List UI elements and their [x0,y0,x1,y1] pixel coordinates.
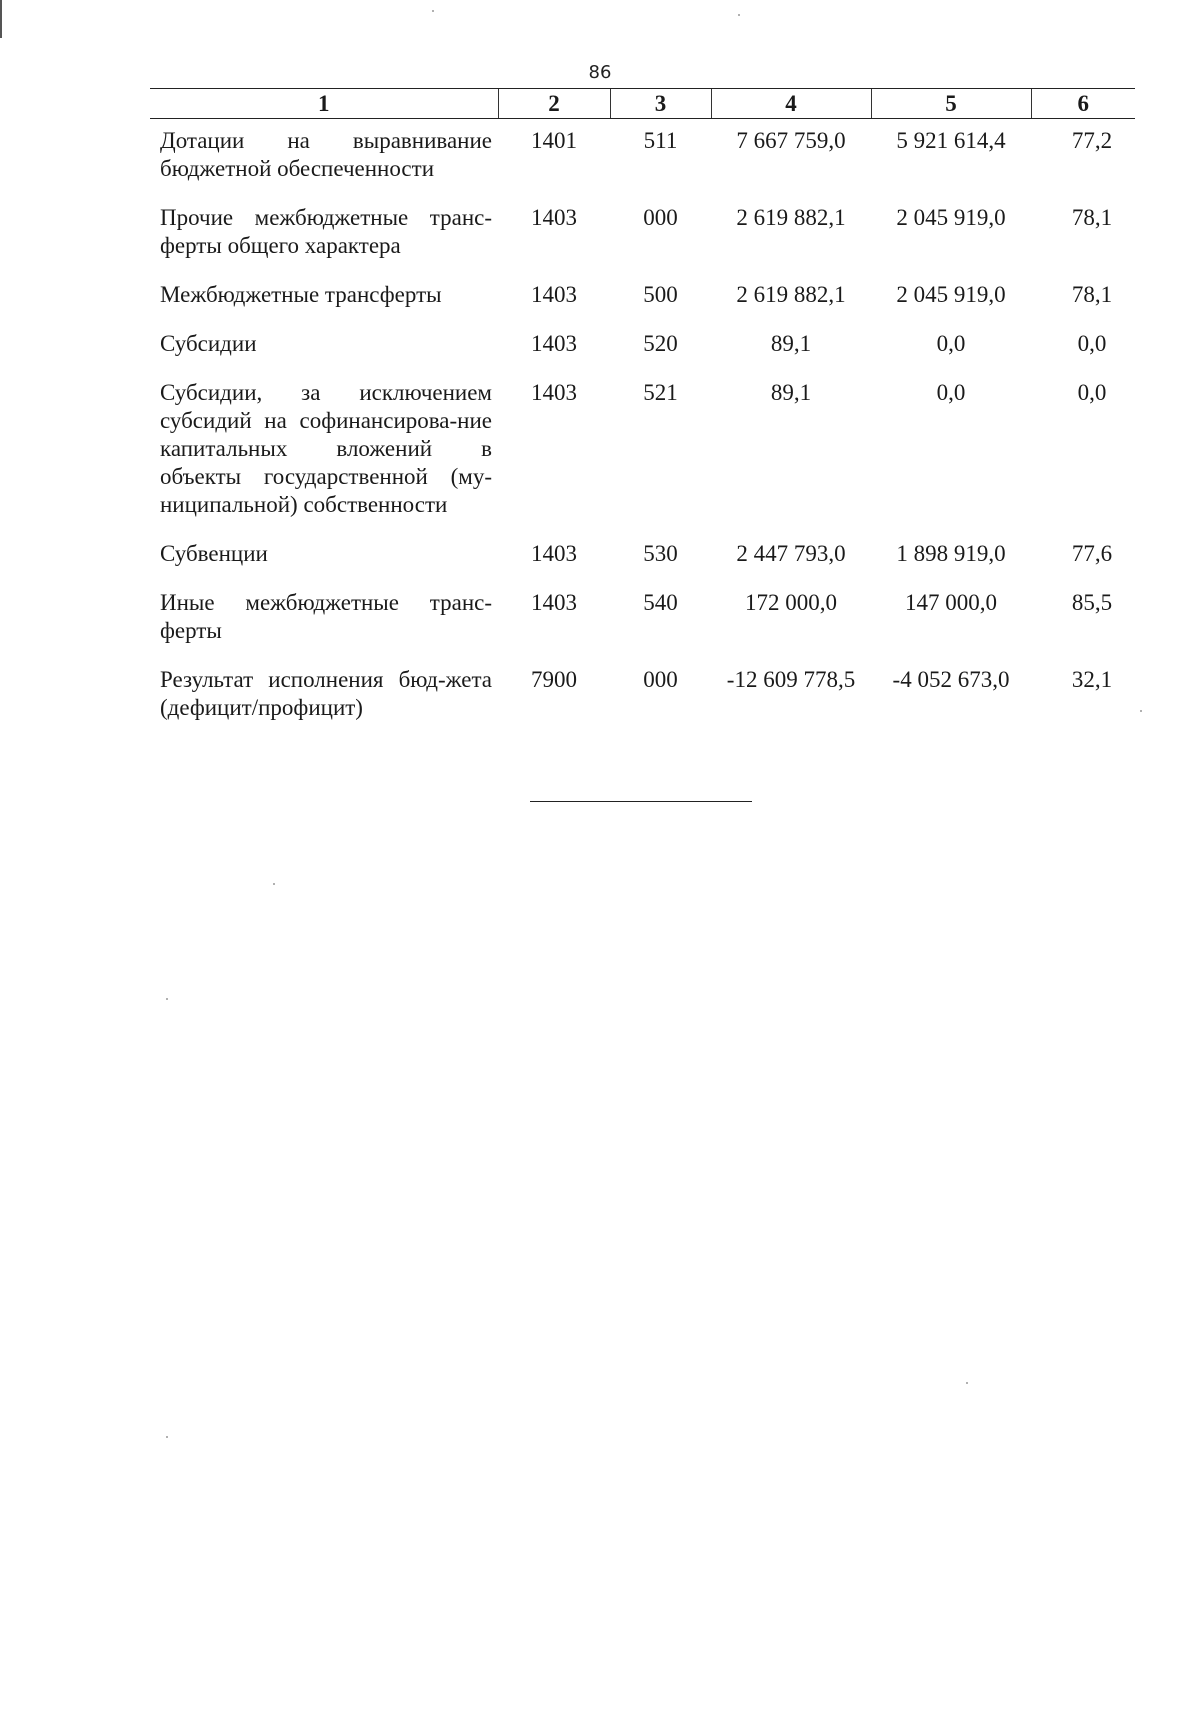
row-type-code: 521 [643,380,678,405]
row-name: Результат исполнения бюд-жета (дефицит/профицит) [160,667,492,720]
row-executed-amount: 5 921 614,4 [896,128,1006,153]
row-type-code: 000 [643,667,678,692]
scan-speck [1140,710,1142,712]
row-section-code: 1403 [531,282,577,307]
scan-speck [966,1382,968,1384]
row-section-code: 1403 [531,205,577,230]
page-number: 86 [588,62,612,83]
row-name: Межбюджетные трансферты [160,282,442,307]
budget-execution-table [150,88,1135,735]
row-section-code: 1403 [531,590,577,615]
column-header-4: 4 [711,89,871,119]
row-type-code: 520 [643,331,678,356]
table-row [150,581,1135,658]
column-header-5: 5 [871,89,1031,119]
row-type-code: 540 [643,590,678,615]
row-approved-amount: 172 000,0 [745,590,837,615]
row-approved-amount: 2 619 882,1 [736,282,846,307]
row-name: Субсидии [160,331,257,356]
table-row [150,371,1135,532]
row-executed-amount: 1 898 919,0 [896,541,1006,566]
row-percent: 78,1 [1071,205,1113,230]
row-percent: 77,6 [1071,541,1113,566]
scan-speck [166,1436,168,1438]
row-percent: 0,0 [1077,380,1107,405]
row-name: Прочие межбюджетные транс-ферты общего характера [160,205,492,258]
column-header-6: 6 [1031,89,1135,119]
row-section-code: 7900 [531,667,577,692]
row-executed-amount: 0,0 [936,331,966,356]
row-type-code: 000 [643,205,678,230]
row-type-code: 530 [643,541,678,566]
table-header-row [150,89,1135,119]
row-executed-amount: 147 000,0 [905,590,997,615]
row-approved-amount: 89,1 [770,380,812,405]
scan-speck [432,10,434,12]
table-row [150,322,1135,371]
row-approved-amount: -12 609 778,5 [726,667,856,692]
scan-speck [738,14,740,16]
row-name: Дотации на выравнивание бюджетной обеспеченности [160,128,492,181]
row-approved-amount: 89,1 [770,331,812,356]
row-executed-amount: 2 045 919,0 [896,205,1006,230]
row-executed-amount: 0,0 [936,380,966,405]
row-percent: 32,1 [1071,667,1113,692]
scan-speck [166,998,168,1000]
row-percent: 85,5 [1071,590,1113,615]
row-section-code: 1403 [531,541,577,566]
table-row [150,658,1135,735]
row-percent: 77,2 [1071,128,1113,153]
row-name: Субвенции [160,541,268,566]
row-name: Иные межбюджетные транс-ферты [160,590,492,643]
table-row [150,532,1135,581]
row-executed-amount: 2 045 919,0 [896,282,1006,307]
column-header-2: 2 [498,89,610,119]
row-section-code: 1401 [531,128,577,153]
end-of-document-rule [530,801,752,802]
table-row [150,119,1135,197]
row-section-code: 1403 [531,380,577,405]
row-approved-amount: 7 667 759,0 [736,128,846,153]
column-header-3: 3 [610,89,711,119]
row-approved-amount: 2 619 882,1 [736,205,846,230]
row-name: Субсидии, за исключением субсидий на софинансирова-ние капитальных вложений в объекты государственной (му-ниципальной) собственности [160,380,492,517]
row-type-code: 500 [643,282,678,307]
column-header-1: 1 [150,89,498,119]
row-section-code: 1403 [531,331,577,356]
row-percent: 78,1 [1071,282,1113,307]
row-approved-amount: 2 447 793,0 [736,541,846,566]
table-row [150,196,1135,273]
table-row [150,273,1135,322]
row-type-code: 511 [643,128,678,153]
row-percent: 0,0 [1077,331,1107,356]
scan-edge-mark [0,0,2,38]
row-executed-amount: -4 052 673,0 [892,667,1010,692]
scan-speck [273,883,275,885]
